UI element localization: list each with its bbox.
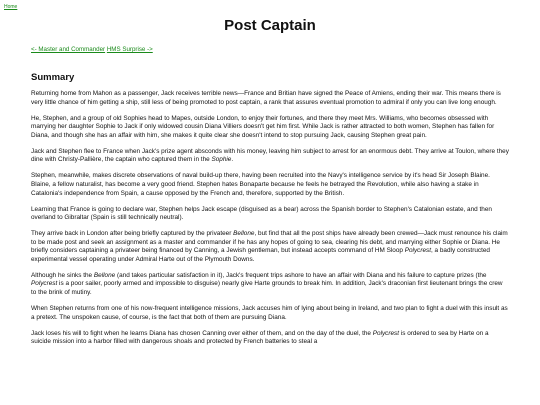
summary-paragraph: Stephen, meanwhile, makes discrete observations of naval build-up there, having been recruited into the Navy's intelligence service by it's head Sir Joseph Blaine. Blaine, a fellow naturalist, has become a very good friend. Stephen hates Bonaparte because he feels he betrayed the Revolution, while also having a stake in Catalonia's independence from Spain, a cause opposed by the French and, therefore, supported by the British. (31, 172, 490, 197)
prev-book-link[interactable]: <- Master and Commander (31, 46, 106, 53)
summary-section (31, 72, 509, 354)
page-title: Post Captain (224, 17, 316, 34)
summary-paragraph: When Stephen returns from one of his now-frequent intelligence missions, Jack accuses him of lying about being in Ireland, and two plan to fight a duel with this insult as a pretext. The unspoken cause, of course, is the fact that both of them are pursuing Diana. (31, 305, 508, 321)
book-navigation (31, 46, 153, 53)
summary-paragraph: Jack loses his will to fight when he learns Diana has chosen Canning over either of them, and on the day of the duel, the Polycrest is ordered to sea by Harte on a suicide mission into a harbor filled with dangerous shoals and protected by French batteries to steal a (31, 329, 489, 346)
next-book-link[interactable]: HMS Surprise -> (106, 46, 153, 53)
summary-paragraph: They arrive back in London after being briefly captured by the privateer Bellone, but find that all the post ships have already been crewed—Jack must renounce his claim to be made post and seek an assignment as a master and commander if he has any hopes of going to sea, clearing his debt, and marrying either Sophie or Diana. He briefly considers captaining a privateer being financed by Canning, a Jewish gentleman, but instead accepts command of HM Sloop Polycrest, a badly constructed experimental vessel operating under Admiral Harte out of the Plymouth Downs. (31, 230, 508, 263)
summary-paragraph: Learning that France is going to declare war, Stephen helps Jack escape (disguised as a bear) across the Spanish border to Stephen's Catalonian estate, and then overland to Gibraltar (Spain is still technically neutral). (31, 205, 492, 222)
summary-paragraph: He, Stephen, and a group of old Sophies head to Mapes, outside London, to enjoy their fortunes, and there they meet Mrs. Williams, who becomes obsessed with marrying her daughter Sophie to Jack if only widowed cousin Diana Villiers doesn't get him first. While Jack is rather attracted to both women, Stephen has fallen for Diana, and though she has an affair with him, she makes it quite clear she doesn't intend to stop pursuing Jack, causing Stephen great pain. (31, 114, 495, 139)
home-link[interactable]: Home (4, 4, 18, 10)
summary-paragraph: Jack and Stephen flee to France when Jack's prize agent absconds with his money, leaving him subject to arrest for an enormous debt. They arrive at Toulon, where they dine with Christy-Pallière, the captain who captured them in the Sophie. (31, 147, 509, 164)
summary-heading: Summary (31, 72, 75, 83)
summary-paragraph: Returning home from Mahon as a passenger, Jack receives terrible news—France and Britian have signed the Peace of Amiens, ending their war. This means there is very little chance of him getting a ship, still less of being promoted to post captain, a rank that assures eventual promotion to admiral if only you can live long enough. (31, 90, 501, 106)
summary-paragraph: Although he sinks the Bellone (and takes particular satisfaction in it), Jack's frequent trips ashore to have an affair with Diana and his failure to capture prizes (the Polycrest is a poor sailer, poorly armed and impossible to disguise) nearly give Harte grounds to break him. In addition, Jack's draconian first lieutenant brings the crew to the brink of mutiny. (31, 271, 503, 297)
